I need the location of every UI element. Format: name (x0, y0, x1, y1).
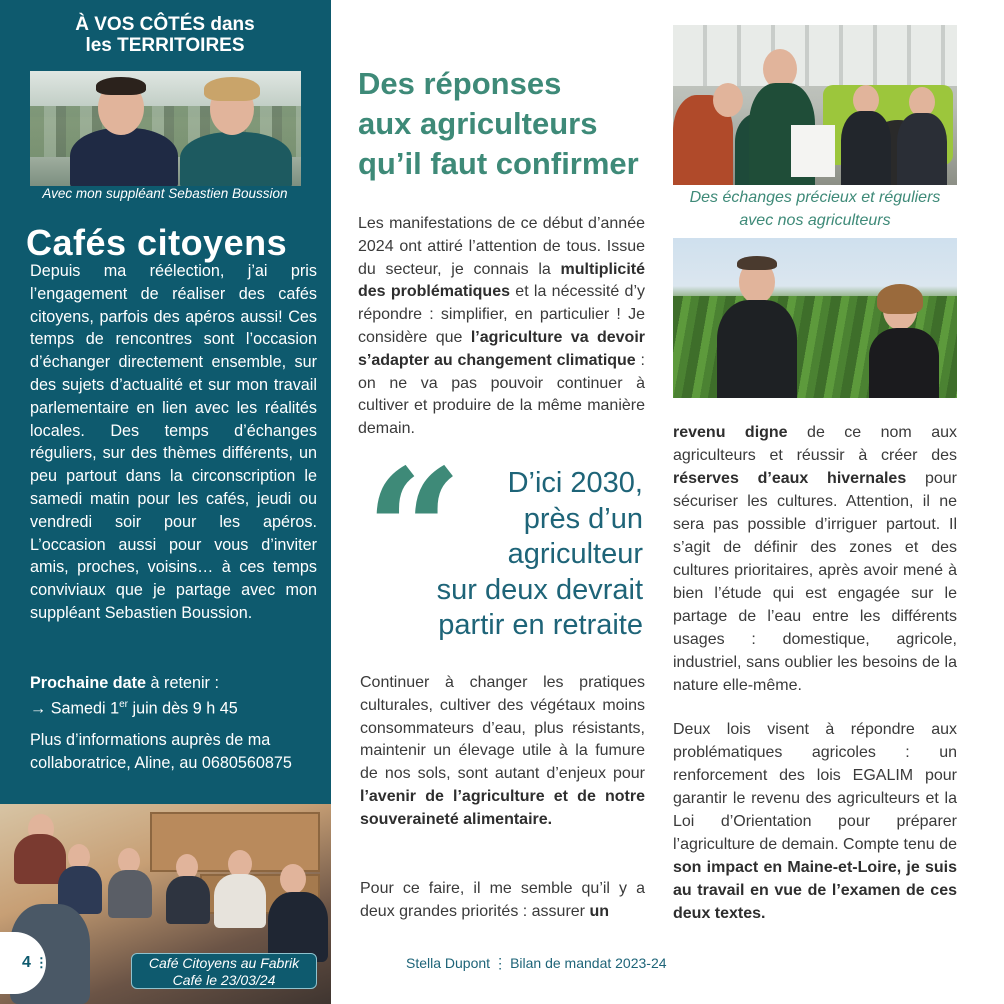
contact-info: Plus d’informations auprès de ma collaboratrice, Aline, au 0680560875 (30, 731, 292, 772)
quote-line5: partir en retraite (438, 609, 643, 641)
sidebar-title-line2: les TERRITOIRES (85, 35, 245, 56)
next-date-suffix: à retenir : (146, 674, 219, 692)
paragraph-5 (673, 718, 957, 925)
cafes-citoyens-heading: Cafés citoyens (26, 222, 288, 263)
p3-text-a: Pour ce faire, il me semble qu’il y a deux grandes priorités : assurer (360, 880, 645, 920)
pull-quote (395, 466, 643, 644)
cafe-photo-caption (131, 953, 317, 989)
cafes-citoyens-text: Depuis ma réélection, j’ai pris l’engagement de réaliser des cafés citoyens, parfois des apéros aussi! Ces temps de rencontres sont l’occasion d’échanger directement ensemble, sur des sujets d’actualité et sur mon travail parlementaire en lien avec les réalités locales. Des temps d’échanges réguliers, sur des thèmes différents, un peu partout dans la circonscription le samedi matin pour les cafés, jeudi ou vendredi soir pour les apéros. L’occasion aussi pour vous d’inviter amis, proches, voisins… à ces temps conviviaux que je partage avec mon suppléant Sebastien Boussion. (30, 262, 317, 622)
paragraph-4 (673, 421, 957, 697)
footer (406, 955, 667, 972)
footer-publication: Bilan de mandat 2023-24 (510, 955, 667, 971)
footer-separator: ⋮ (493, 955, 508, 971)
p4-bold-a: revenu digne (673, 424, 788, 441)
p2-text-a: Continuer à changer les pratiques culturales, cultiver des végétaux moins consommateurs d’eau, plus résistants, maintenir un élevage utile à la fumure de nos sols, sont autant d’enjeux pour (360, 674, 645, 783)
deputy-photo-caption: Avec mon suppléant Sebastien Boussion (42, 186, 288, 201)
next-date-time: juin dès 9 h 45 (127, 699, 238, 718)
next-date-value (30, 694, 317, 719)
cafe-caption-line1: Café Citoyens au Fabrik (148, 955, 300, 971)
p1-text-a: Les manifestations de ce début d’année 2024 ont attiré l’attention de tous. Issue du secteur, je connais la (358, 215, 645, 278)
p2-bold-b: l’avenir de l’agriculture et de notre souveraineté alimentaire. (360, 787, 645, 828)
article-title-line3: qu’il faut confirmer (358, 146, 639, 181)
quote-mark-icon: “ (365, 432, 463, 632)
next-date-block (30, 673, 317, 719)
p4-text-b: de ce nom aux agriculteurs et réussir à créer des (673, 424, 958, 464)
quote-line3: agriculteur (507, 538, 643, 570)
vineyard-photo (673, 238, 957, 398)
next-date-sup: er (119, 699, 128, 710)
p1-text-c: et la nécessité d’y répondre : simplifier, en particulier ! Je considère que (358, 283, 645, 346)
article-title-line2: aux agriculteurs (358, 106, 598, 141)
article-title (358, 64, 658, 184)
next-date-heading (30, 673, 317, 694)
paragraph-1 (358, 213, 645, 441)
farmers-caption-line1: Des échanges précieux et réguliers (689, 189, 941, 206)
quote-line1: D’ici 2030, (507, 467, 643, 499)
footer-author: Stella Dupont (406, 955, 491, 971)
page-number-value: 4 (22, 954, 31, 971)
sidebar-title (20, 14, 310, 56)
cafe-caption-line2: Café le 23/03/24 (172, 972, 276, 988)
farmers-photo-caption (673, 187, 957, 232)
dots-icon: ⋮ (34, 955, 48, 970)
quote-line2: près d’un (523, 502, 643, 535)
paragraph-3 (360, 878, 645, 924)
p1-text-e: : on ne va pas pouvoir continuer à cultiver et produire de la même manière demain. (358, 351, 646, 438)
sidebar (0, 0, 331, 1004)
p5-text-a: Deux lois visent à répondre aux problématiques agricoles : un renforcement des lois EGALIM pour garantir le revenu des agriculteurs et la Loi d’Orientation pour préparer l’agriculture de demain. Compte tenu de (673, 721, 957, 853)
p4-text-d: pour sécuriser les cultures. Attention, il ne sera pas possible d’irriguer partout. Il s’agit de définir des zones et des cultures prioritaires, après avoir mené à bien l’étude qui est engagée sur le partage de l’eau entre les différents usages : domestique, agricole, industriel, sans oublier les besoins de la nature elle-même. (673, 470, 958, 694)
next-date-label: Prochaine date (30, 674, 147, 692)
arrow-icon: → (30, 699, 47, 718)
sidebar-title-line1: À VOS CÔTÉS dans (75, 14, 255, 35)
next-date-day: Samedi 1 (50, 699, 120, 718)
farmers-tractor-photo (673, 25, 957, 185)
p5-bold-b: son impact en Maine-et-Loire, je suis au travail en vue de l’examen de ces deux textes. (673, 859, 957, 922)
p1-bold-b: multiplicité des problématiques (358, 260, 645, 301)
article-title-line1: Des réponses (358, 66, 562, 101)
farmers-caption-line2: avec nos agriculteurs (739, 211, 891, 229)
deputy-and-substitute-photo (30, 71, 301, 186)
paragraph-2 (360, 672, 645, 832)
p1-bold-d: l’agriculture va devoir s’adapter au changement climatique (358, 328, 645, 369)
p3-bold-b: un (589, 902, 609, 920)
p4-bold-c: réserves d’eaux hivernales (673, 470, 907, 487)
quote-line4: sur deux devrait (436, 573, 643, 606)
